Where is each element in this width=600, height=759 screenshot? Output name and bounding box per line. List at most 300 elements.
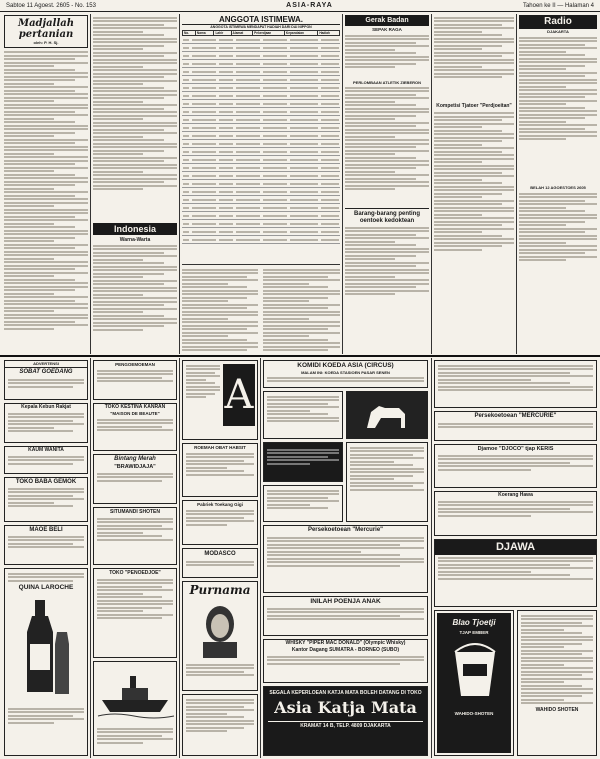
anggota-cell	[192, 183, 216, 185]
masthead-date: Sabtoe 11 Agoest. 2605 - No. 153	[6, 2, 96, 9]
anggota-cell	[192, 63, 216, 65]
ad-toko-kestina-title: TOKO KESTINA KANRAN	[104, 404, 166, 410]
ad-kaum-wanita-title: KAUM WANITA	[28, 447, 64, 453]
anggota-cell	[192, 167, 216, 169]
anggota-cell	[236, 55, 260, 57]
ad-kaum-wanita	[4, 446, 88, 474]
anggota-cell	[290, 183, 318, 185]
anggota-row	[182, 116, 340, 124]
anggota-cell	[219, 175, 233, 177]
radio-djakarta: DJAKARTA	[547, 29, 569, 34]
ad-inilah-title: INILAH POENJA ANAK	[310, 598, 381, 605]
anggota-cell	[192, 231, 216, 233]
anggota-row	[182, 140, 340, 148]
anggota-cell	[263, 55, 287, 57]
ad-komidi-title: KOMIDI KOEDA ASIA (CIRCUS)	[297, 362, 394, 369]
anggota-cell	[236, 191, 260, 193]
anggota-cell	[219, 39, 233, 41]
anggota-cell	[263, 183, 287, 185]
anggota-cell	[236, 135, 260, 137]
ad-kantor-title: Kantor Dagang SUMATRA - BORNEO (SUBO)	[291, 647, 400, 653]
ad-sobat-title: SOBAT GOEDANG	[19, 369, 73, 375]
ad-koerang-hawa	[434, 491, 597, 536]
anggota-row	[182, 124, 340, 132]
anggota-cell	[183, 215, 189, 217]
anggota-cell	[263, 231, 287, 233]
anggota-cell	[236, 143, 260, 145]
anggota-cell	[183, 103, 189, 105]
ad-blao-subtitle: TJAP EMBER	[459, 630, 489, 635]
anggota-cell	[192, 103, 216, 105]
anggota-cell	[236, 71, 260, 73]
ad-d3	[263, 485, 343, 522]
anggota-row	[182, 164, 340, 172]
anggota-cell	[236, 175, 260, 177]
anggota-cell	[321, 79, 339, 81]
ad-persekoetoean-title: Persekoetoean "Mercurie"	[307, 527, 384, 533]
ad-modasco	[182, 548, 258, 578]
anggota-cell	[219, 47, 233, 49]
sepak-raga-title: SEPAK RAGA	[372, 27, 402, 32]
anggota-cell	[219, 199, 233, 201]
masthead-page: Tahoen ke II — Halaman 4	[522, 2, 594, 9]
anggota-cell	[192, 199, 216, 201]
anggota-cell	[183, 151, 189, 153]
anggota-cell	[192, 207, 216, 209]
ad-asia-katja-address: KRAMAT 14 B, TELP. 4809 DJAKARTA	[268, 721, 423, 730]
anggota-cell	[290, 111, 318, 113]
tjatoer-title: Kompetisi Tjatoer "Perdjoeitan"	[436, 103, 512, 109]
anggota-cell	[290, 95, 318, 97]
ad-asia-katja-title: Asia Katja Mata	[274, 698, 417, 717]
ad-asia-katja-mata	[263, 686, 428, 756]
anggota-cell	[290, 191, 318, 193]
anggota-cell	[236, 63, 260, 65]
anggota-cell	[290, 39, 318, 41]
anggota-cell	[263, 63, 287, 65]
anggota-cell	[263, 215, 287, 217]
ad-sitimandi-title: SITUMANDI SHOTEN	[110, 509, 160, 515]
anggota-row	[182, 100, 340, 108]
anggota-cell	[183, 223, 189, 225]
anggota-col-nama: Nama	[195, 31, 214, 36]
ad-maoe-beli-title: MAOE BELI	[29, 527, 63, 533]
anggota-cell	[219, 55, 233, 57]
ad-sitimandi	[93, 507, 177, 565]
ad-d1	[263, 391, 343, 439]
anggota-cell	[290, 199, 318, 201]
ad-blao-tjoetji	[434, 610, 514, 756]
big-a-glyph: A	[223, 364, 255, 426]
ad-koerang-hawa-title: Koerang Hawa	[498, 492, 533, 498]
gerak-badan-section	[345, 15, 429, 353]
anggota-cell	[321, 199, 339, 201]
ad-roemah-obat-title: ROEMAH OBAT HABSIT	[194, 445, 246, 450]
anggota-cell	[192, 143, 216, 145]
anggota-cell	[236, 103, 260, 105]
anggota-cell	[263, 119, 287, 121]
anggota-cell	[192, 151, 216, 153]
anggota-row	[182, 180, 340, 188]
ad-whisky	[263, 639, 428, 683]
ad-komidi	[263, 360, 428, 388]
anggota-title: ANGGOTA ISTIMEWA.	[182, 15, 340, 25]
anggota-cell	[290, 223, 318, 225]
anggota-cell	[290, 239, 318, 241]
anggota-col-alamat: Alamat	[231, 31, 253, 36]
anggota-cell	[192, 119, 216, 121]
anggota-cell	[236, 159, 260, 161]
anggota-cell	[219, 223, 233, 225]
article-indonesia-title: Indonesia	[93, 223, 177, 235]
anggota-cell	[321, 207, 339, 209]
anggota-cell	[263, 39, 287, 41]
ad-big-a	[182, 360, 258, 440]
ad-advertensi	[4, 360, 88, 400]
ad-djawa-title: DJAWA	[435, 540, 596, 555]
article-djogja	[182, 267, 258, 353]
anggota-cell	[192, 215, 216, 217]
anggota-cell	[321, 71, 339, 73]
anggota-col-pekerdjaan: Pekerdjaan	[253, 31, 285, 36]
anggota-row	[182, 36, 340, 44]
anggota-cell	[219, 119, 233, 121]
anggota-cell	[192, 47, 216, 49]
anggota-cell	[183, 55, 189, 57]
ad-blao-title: Blao Tjoetji	[452, 618, 496, 627]
anggota-cell	[263, 151, 287, 153]
anggota-cell	[236, 95, 260, 97]
anggota-cell	[263, 87, 287, 89]
anggota-cell	[183, 159, 189, 161]
anggota-cell	[219, 159, 233, 161]
anggota-row	[182, 220, 340, 228]
anggota-cell	[321, 239, 339, 241]
anggota-cell	[183, 231, 189, 233]
anggota-cell	[290, 119, 318, 121]
anggota-cell	[290, 151, 318, 153]
anggota-cell	[263, 111, 287, 113]
anggota-cell	[321, 127, 339, 129]
masthead-title: ASIA-RAYA	[286, 2, 333, 9]
anggota-cell	[219, 191, 233, 193]
anggota-cell	[219, 207, 233, 209]
anggota-cell	[290, 47, 318, 49]
anggota-cell	[263, 95, 287, 97]
anggota-cell	[263, 79, 287, 81]
ad-toko-baba	[4, 477, 88, 522]
anggota-cell	[321, 167, 339, 169]
anggota-cell	[219, 151, 233, 153]
ad-bintang-title: Bintang Merah	[114, 456, 156, 462]
anggota-cell	[290, 103, 318, 105]
anggota-cell	[219, 215, 233, 217]
ad-toko-baba-title: TOKO BABA GEMOK	[15, 479, 77, 485]
anggota-row	[182, 52, 340, 60]
anggota-cell	[290, 71, 318, 73]
anggota-cell	[219, 127, 233, 129]
anggota-cell	[290, 127, 318, 129]
ad-whisky-title: WHISKY "PIPER MAC DONALD" (Olympic Whisky)	[285, 640, 406, 646]
anggota-cell	[290, 79, 318, 81]
ad-djamoe-title: Djamoe "DJOCO" tjap KERIS	[477, 446, 554, 452]
anggota-cell	[192, 39, 216, 41]
anggota-cell	[263, 135, 287, 137]
anggota-row	[182, 44, 340, 52]
ad-quina-title: QUINA LAROCHE	[18, 584, 74, 591]
anggota-cell	[219, 95, 233, 97]
anggota-cell	[192, 71, 216, 73]
anggota-cell	[263, 199, 287, 201]
ad-bintang	[93, 454, 177, 504]
anggota-cell	[236, 47, 260, 49]
anggota-cell	[263, 47, 287, 49]
anggota-cell	[192, 175, 216, 177]
gerak-badan-title: Gerak Badan	[345, 15, 429, 26]
anggota-cell	[236, 39, 260, 41]
anggota-cell	[236, 231, 260, 233]
ad-pengoemoeman-title: PENGOEMOEMAN	[115, 362, 155, 367]
anggota-cell	[321, 63, 339, 65]
anggota-cell	[183, 47, 189, 49]
anggota-cell	[192, 79, 216, 81]
anggota-cell	[183, 191, 189, 193]
anggota-cell	[290, 87, 318, 89]
ad-mercurie	[434, 411, 597, 441]
anggota-cell	[183, 127, 189, 129]
anggota-cell	[263, 223, 287, 225]
anggota-cell	[321, 215, 339, 217]
anggota-cell	[263, 191, 287, 193]
article-madiun	[263, 267, 340, 353]
ad-kepala-kebun-title: Kepala Kebun Rakjat	[21, 404, 71, 410]
anggota-cell	[321, 47, 339, 49]
ad-advertensi-title: ADVERTENSI	[5, 361, 87, 368]
article-continued	[93, 15, 177, 353]
anggota-cell	[290, 231, 318, 233]
ad-roemah-obat	[182, 443, 258, 497]
anggota-subtitle: ANGGOTA ISTIMEWA MENDAPAT HADIAH DARI DAI NIPPON	[210, 25, 312, 29]
tjatoer-section	[434, 15, 514, 353]
anggota-cell	[183, 63, 189, 65]
anggota-cell	[290, 167, 318, 169]
anggota-cell	[192, 87, 216, 89]
anggota-cell	[219, 183, 233, 185]
anggota-cell	[192, 191, 216, 193]
anggota-cell	[219, 143, 233, 145]
ad-mercurie-title: Persekoetoean "MERCURIE"	[474, 413, 557, 419]
anggota-cell	[263, 103, 287, 105]
anggota-cell	[236, 127, 260, 129]
anggota-row	[182, 84, 340, 92]
ad-toko-penoedjoe	[93, 568, 177, 658]
ad-inilah	[263, 596, 428, 636]
anggota-cell	[219, 71, 233, 73]
anggota-cell	[321, 175, 339, 177]
anggota-cell	[219, 167, 233, 169]
anggota-row	[182, 76, 340, 84]
anggota-row	[182, 108, 340, 116]
anggota-cell	[183, 39, 189, 41]
anggota-cell	[219, 79, 233, 81]
anggota-cell	[183, 135, 189, 137]
anggota-row	[182, 132, 340, 140]
anggota-cell	[321, 159, 339, 161]
anggota-row	[182, 172, 340, 180]
ad-modasco-title: MODASCO	[204, 551, 236, 557]
anggota-row	[182, 228, 340, 236]
atletik-title: PERLOMBAAN ATLETIK ZIEBERON	[353, 80, 421, 85]
anggota-cell	[263, 159, 287, 161]
article-majalah	[4, 15, 88, 353]
anggota-cell	[321, 151, 339, 153]
anggota-cell	[192, 223, 216, 225]
ad-maoe-beli	[4, 525, 88, 565]
ad-blao-maker: WAHIDO-SHOTEN	[454, 711, 494, 716]
ad-toko-penoedjoe-title: TOKO "PENOEDJOE"	[109, 570, 161, 576]
anggota-cell	[192, 135, 216, 137]
anggota-cell	[183, 143, 189, 145]
ad-brawidjaja-title: "BRAWIDJAJA"	[114, 464, 156, 470]
anggota-cell	[263, 143, 287, 145]
bottle-icon	[5, 592, 87, 702]
ship-icon	[94, 662, 176, 722]
ad-quina	[4, 568, 88, 756]
ad-horse	[346, 391, 428, 439]
anggota-cell	[236, 199, 260, 201]
anggota-cell	[321, 95, 339, 97]
ad-persekoetoean	[263, 525, 428, 593]
anggota-cell	[236, 87, 260, 89]
ad-kepala-kebun	[4, 403, 88, 443]
anggota-cell	[183, 71, 189, 73]
anggota-cell	[192, 127, 216, 129]
anggota-col-hadiah: Hadiah	[318, 31, 340, 36]
anggota-cell	[183, 87, 189, 89]
anggota-row	[182, 204, 340, 212]
anggota-cell	[219, 103, 233, 105]
anggota-cell	[183, 175, 189, 177]
ad-pengoemoeman	[93, 360, 177, 400]
ad-toekang-gigi-title: Pabriek Toekang Gigi	[197, 502, 243, 507]
anggota-cell	[321, 39, 339, 41]
anggota-cell	[183, 183, 189, 185]
anggota-table-section	[182, 15, 340, 263]
ad-purnama	[182, 581, 258, 691]
anggota-cell	[219, 87, 233, 89]
anggota-cell	[236, 119, 260, 121]
ad-komidi-subtitle: MALAM INI: KOEDA STASIOEN PASAR SENEN	[301, 370, 390, 375]
portrait-icon	[183, 598, 257, 658]
horse-icon	[347, 392, 427, 438]
anggota-cell	[192, 95, 216, 97]
anggota-cell	[183, 119, 189, 121]
anggota-cell	[321, 119, 339, 121]
anggota-cell	[321, 87, 339, 89]
anggota-cell	[290, 175, 318, 177]
masthead	[0, 0, 600, 12]
ad-djawa	[434, 539, 597, 607]
ad-wahido	[517, 610, 597, 756]
anggota-cell	[290, 143, 318, 145]
anggota-col-kepandaian: Kepandaian	[284, 31, 317, 36]
ad-purnama-title: Purnama	[189, 583, 251, 597]
anggota-cell	[290, 63, 318, 65]
anggota-cell	[290, 215, 318, 217]
article-majalah-body	[4, 51, 88, 330]
anggota-cell	[183, 111, 189, 113]
article-majalah-byline: oleh: P. H. Sj.	[33, 40, 59, 45]
ad-dark-banner	[263, 442, 343, 482]
anggota-cell	[321, 135, 339, 137]
anggota-row	[182, 236, 340, 244]
anggota-cell	[192, 111, 216, 113]
anggota-cell	[219, 111, 233, 113]
ad-d2	[346, 442, 428, 522]
anggota-cell	[236, 183, 260, 185]
anggota-cell	[263, 207, 287, 209]
anggota-cell	[219, 63, 233, 65]
anggota-row	[182, 196, 340, 204]
anggota-cell	[236, 167, 260, 169]
anggota-row	[182, 148, 340, 156]
anggota-col-lahir: Lahir	[214, 31, 231, 36]
ad-djamoe	[434, 444, 597, 488]
anggota-cell	[219, 239, 233, 241]
anggota-cell	[236, 223, 260, 225]
anggota-cell	[236, 239, 260, 241]
anggota-cell	[183, 199, 189, 201]
ad-pemberian	[434, 360, 597, 408]
radio-belah: BELAH 12 AGOESTOES 2605	[530, 185, 586, 190]
anggota-cell	[321, 111, 339, 113]
radio-section	[519, 15, 597, 353]
ad-wahido-title: WAHIDO SHOTEN	[535, 706, 579, 713]
article-majalah-title: Madjallah pertanian	[18, 18, 74, 40]
article-indonesia-subtitle: Warna-Warta	[119, 237, 151, 243]
barang-title: Barang-barang penting oentoek kedoktean	[345, 208, 429, 225]
anggota-cell	[183, 95, 189, 97]
radio-title: Radio	[519, 15, 597, 29]
anggota-cell	[236, 79, 260, 81]
anggota-cell	[321, 103, 339, 105]
anggota-cell	[290, 55, 318, 57]
anggota-row	[182, 60, 340, 68]
anggota-cell	[290, 207, 318, 209]
ad-asia-katja-slogan: SEGALA KEPERLOEAN KATJA MATA BOLEH DATANG DI TOKO	[269, 690, 422, 696]
anggota-row	[182, 68, 340, 76]
anggota-cell	[192, 159, 216, 161]
anggota-rows	[182, 36, 340, 244]
anggota-cell	[219, 231, 233, 233]
anggota-row	[182, 92, 340, 100]
anggota-cell	[321, 55, 339, 57]
ad-toko-kestina	[93, 403, 177, 451]
anggota-cell	[290, 135, 318, 137]
anggota-cell	[192, 239, 216, 241]
anggota-cell	[192, 55, 216, 57]
ad-toekang-gigi	[182, 500, 258, 545]
anggota-cell	[263, 167, 287, 169]
ad-maison-title: "MAISON DE BEAUTE"	[110, 411, 160, 416]
anggota-cell	[183, 167, 189, 169]
anggota-col-no: No.	[183, 31, 196, 36]
anggota-cell	[290, 159, 318, 161]
anggota-cell	[321, 231, 339, 233]
anggota-cell	[263, 71, 287, 73]
bucket-icon	[437, 636, 513, 706]
anggota-cell	[219, 135, 233, 137]
